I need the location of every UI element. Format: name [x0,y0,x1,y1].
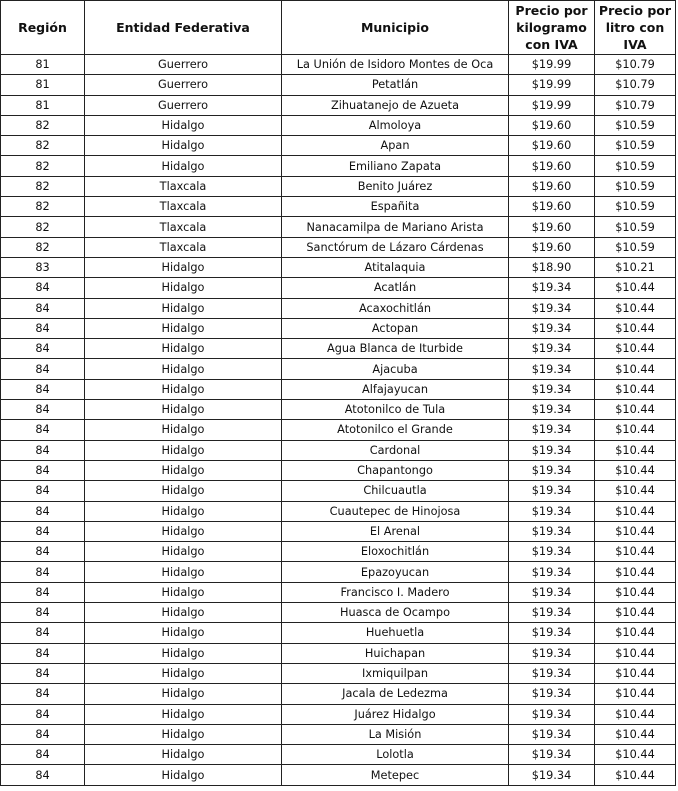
cell-entidad: Hidalgo [85,278,282,298]
cell-municipio: Emiliano Zapata [282,156,509,176]
cell-precio-litro: $10.44 [595,724,676,744]
cell-precio-kg: $19.34 [509,765,595,785]
cell-precio-litro: $10.44 [595,359,676,379]
cell-precio-kg: $19.34 [509,684,595,704]
cell-precio-litro: $10.44 [595,501,676,521]
cell-municipio: Apan [282,136,509,156]
table-row [1,704,676,724]
cell-region: 82 [1,237,85,257]
cell-precio-kg: $19.34 [509,623,595,643]
column-header-region: Región [1,1,85,55]
cell-precio-litro: $10.44 [595,582,676,602]
cell-precio-litro: $10.59 [595,136,676,156]
table-row [1,359,676,379]
cell-region: 82 [1,217,85,237]
cell-precio-litro: $10.59 [595,115,676,135]
cell-municipio: Cardonal [282,440,509,460]
cell-region: 84 [1,318,85,338]
cell-entidad: Hidalgo [85,623,282,643]
cell-municipio: Acatlán [282,278,509,298]
cell-precio-litro: $10.44 [595,379,676,399]
cell-precio-litro: $10.59 [595,197,676,217]
cell-region: 84 [1,582,85,602]
table-row [1,318,676,338]
cell-municipio: La Misión [282,724,509,744]
cell-municipio: El Arenal [282,521,509,541]
table-row [1,521,676,541]
cell-precio-kg: $19.34 [509,643,595,663]
cell-region: 83 [1,257,85,277]
cell-region: 84 [1,765,85,785]
table-row [1,542,676,562]
cell-region: 84 [1,400,85,420]
cell-entidad: Hidalgo [85,582,282,602]
cell-precio-kg: $19.99 [509,55,595,75]
cell-entidad: Hidalgo [85,339,282,359]
table-row [1,379,676,399]
cell-municipio: La Unión de Isidoro Montes de Oca [282,55,509,75]
cell-precio-litro: $10.59 [595,217,676,237]
cell-precio-kg: $19.34 [509,460,595,480]
table-row [1,420,676,440]
cell-region: 84 [1,704,85,724]
cell-entidad: Hidalgo [85,318,282,338]
cell-region: 84 [1,460,85,480]
cell-entidad: Hidalgo [85,460,282,480]
cell-precio-kg: $19.34 [509,298,595,318]
table-row [1,197,676,217]
cell-municipio: Lolotla [282,745,509,765]
cell-entidad: Hidalgo [85,765,282,785]
cell-municipio: Actopan [282,318,509,338]
cell-region: 84 [1,440,85,460]
cell-region: 81 [1,95,85,115]
cell-region: 84 [1,663,85,683]
cell-region: 84 [1,643,85,663]
cell-municipio: Huehuetla [282,623,509,643]
cell-municipio: Atitalaquia [282,257,509,277]
table-row [1,257,676,277]
cell-entidad: Guerrero [85,75,282,95]
cell-precio-litro: $10.59 [595,156,676,176]
cell-municipio: Sanctórum de Lázaro Cárdenas [282,237,509,257]
cell-precio-kg: $19.34 [509,481,595,501]
cell-precio-kg: $19.34 [509,603,595,623]
cell-municipio: Epazoyucan [282,562,509,582]
cell-entidad: Hidalgo [85,400,282,420]
cell-entidad: Tlaxcala [85,217,282,237]
cell-municipio: Benito Juárez [282,176,509,196]
cell-region: 84 [1,562,85,582]
cell-precio-kg: $19.34 [509,501,595,521]
cell-entidad: Hidalgo [85,298,282,318]
cell-precio-litro: $10.44 [595,704,676,724]
cell-municipio: Huichapan [282,643,509,663]
table-row [1,298,676,318]
table-row [1,156,676,176]
cell-region: 84 [1,339,85,359]
cell-municipio: Eloxochitlán [282,542,509,562]
cell-entidad: Hidalgo [85,420,282,440]
cell-region: 84 [1,298,85,318]
cell-precio-litro: $10.79 [595,75,676,95]
cell-precio-litro: $10.44 [595,481,676,501]
cell-precio-litro: $10.44 [595,400,676,420]
cell-precio-kg: $19.34 [509,339,595,359]
table-row [1,339,676,359]
table-row [1,562,676,582]
cell-municipio: Agua Blanca de Iturbide [282,339,509,359]
table-row [1,400,676,420]
table-row [1,724,676,744]
cell-municipio: Zihuatanejo de Azueta [282,95,509,115]
table-row [1,582,676,602]
cell-precio-kg: $19.34 [509,318,595,338]
table-row [1,115,676,135]
cell-municipio: Metepec [282,765,509,785]
cell-region: 84 [1,481,85,501]
header-row [1,1,676,55]
table-row [1,55,676,75]
table-row [1,217,676,237]
column-header-municipio: Municipio [282,1,509,55]
table-row [1,460,676,480]
table-row [1,481,676,501]
cell-precio-litro: $10.44 [595,623,676,643]
cell-municipio: Petatlán [282,75,509,95]
cell-region: 84 [1,278,85,298]
cell-precio-litro: $10.44 [595,521,676,541]
cell-region: 84 [1,724,85,744]
cell-precio-kg: $19.34 [509,562,595,582]
cell-municipio: Atotonilco de Tula [282,400,509,420]
cell-municipio: Jacala de Ledezma [282,684,509,704]
cell-precio-litro: $10.59 [595,237,676,257]
cell-precio-litro: $10.79 [595,55,676,75]
cell-region: 82 [1,136,85,156]
cell-precio-kg: $19.34 [509,704,595,724]
cell-region: 84 [1,603,85,623]
cell-municipio: Almoloya [282,115,509,135]
table-row [1,643,676,663]
cell-entidad: Tlaxcala [85,197,282,217]
cell-precio-litro: $10.44 [595,603,676,623]
cell-municipio: Chilcuautla [282,481,509,501]
cell-precio-litro: $10.44 [595,339,676,359]
cell-precio-litro: $10.44 [595,643,676,663]
cell-precio-kg: $19.60 [509,197,595,217]
cell-precio-kg: $19.34 [509,278,595,298]
cell-precio-kg: $19.60 [509,176,595,196]
column-header-precio-litro: Precio por litro con IVA [595,1,676,55]
cell-precio-kg: $19.34 [509,582,595,602]
cell-entidad: Hidalgo [85,684,282,704]
cell-precio-kg: $19.60 [509,136,595,156]
cell-precio-kg: $19.99 [509,95,595,115]
cell-region: 81 [1,75,85,95]
cell-entidad: Hidalgo [85,542,282,562]
cell-municipio: Cuautepec de Hinojosa [282,501,509,521]
cell-region: 84 [1,501,85,521]
cell-municipio: Atotonilco el Grande [282,420,509,440]
cell-region: 84 [1,684,85,704]
cell-precio-litro: $10.44 [595,745,676,765]
cell-precio-litro: $10.44 [595,765,676,785]
cell-precio-litro: $10.44 [595,420,676,440]
cell-precio-kg: $19.34 [509,420,595,440]
cell-entidad: Hidalgo [85,603,282,623]
cell-entidad: Hidalgo [85,745,282,765]
table-row [1,136,676,156]
cell-precio-litro: $10.44 [595,460,676,480]
cell-entidad: Hidalgo [85,136,282,156]
cell-entidad: Hidalgo [85,562,282,582]
cell-precio-kg: $19.60 [509,217,595,237]
cell-municipio: Juárez Hidalgo [282,704,509,724]
table-row [1,745,676,765]
cell-precio-kg: $19.99 [509,75,595,95]
cell-precio-litro: $10.44 [595,562,676,582]
cell-precio-kg: $19.34 [509,400,595,420]
cell-municipio: Chapantongo [282,460,509,480]
cell-municipio: Alfajayucan [282,379,509,399]
table-row [1,684,676,704]
cell-entidad: Hidalgo [85,481,282,501]
table-row [1,501,676,521]
cell-precio-kg: $19.34 [509,663,595,683]
table-body [1,55,676,786]
cell-entidad: Tlaxcala [85,237,282,257]
table-row [1,603,676,623]
cell-entidad: Guerrero [85,55,282,75]
cell-region: 84 [1,521,85,541]
cell-entidad: Hidalgo [85,359,282,379]
cell-entidad: Hidalgo [85,115,282,135]
table-row [1,95,676,115]
cell-precio-kg: $19.34 [509,521,595,541]
cell-region: 84 [1,379,85,399]
cell-region: 84 [1,623,85,643]
cell-precio-kg: $18.90 [509,257,595,277]
cell-precio-kg: $19.60 [509,156,595,176]
cell-precio-kg: $19.34 [509,724,595,744]
cell-precio-litro: $10.44 [595,542,676,562]
cell-precio-kg: $19.34 [509,359,595,379]
cell-municipio: Ajacuba [282,359,509,379]
cell-precio-kg: $19.34 [509,440,595,460]
table-row [1,75,676,95]
cell-region: 84 [1,359,85,379]
cell-municipio: Españita [282,197,509,217]
table-row [1,623,676,643]
cell-municipio: Ixmiquilpan [282,663,509,683]
cell-entidad: Hidalgo [85,663,282,683]
cell-precio-litro: $10.79 [595,95,676,115]
cell-precio-litro: $10.44 [595,278,676,298]
cell-entidad: Hidalgo [85,501,282,521]
cell-region: 81 [1,55,85,75]
cell-entidad: Hidalgo [85,257,282,277]
column-header-entidad: Entidad Federativa [85,1,282,55]
cell-entidad: Hidalgo [85,440,282,460]
table-row [1,176,676,196]
cell-municipio: Huasca de Ocampo [282,603,509,623]
table-row [1,278,676,298]
cell-entidad: Hidalgo [85,379,282,399]
cell-municipio: Nanacamilpa de Mariano Arista [282,217,509,237]
cell-region: 84 [1,745,85,765]
cell-region: 84 [1,542,85,562]
cell-entidad: Guerrero [85,95,282,115]
table-row [1,663,676,683]
cell-entidad: Hidalgo [85,724,282,744]
table-row [1,440,676,460]
table-row [1,765,676,785]
cell-precio-litro: $10.44 [595,663,676,683]
cell-precio-litro: $10.44 [595,684,676,704]
cell-municipio: Acaxochitlán [282,298,509,318]
cell-entidad: Hidalgo [85,521,282,541]
cell-precio-kg: $19.34 [509,542,595,562]
cell-precio-litro: $10.44 [595,318,676,338]
cell-precio-litro: $10.59 [595,176,676,196]
cell-precio-kg: $19.60 [509,115,595,135]
cell-region: 82 [1,115,85,135]
cell-precio-kg: $19.34 [509,745,595,765]
cell-entidad: Tlaxcala [85,176,282,196]
cell-region: 82 [1,156,85,176]
cell-region: 82 [1,197,85,217]
cell-region: 84 [1,420,85,440]
cell-entidad: Hidalgo [85,156,282,176]
cell-precio-kg: $19.60 [509,237,595,257]
cell-region: 82 [1,176,85,196]
table-row [1,237,676,257]
cell-entidad: Hidalgo [85,643,282,663]
column-header-precio-kg: Precio por kilogramo con IVA [509,1,595,55]
cell-precio-litro: $10.21 [595,257,676,277]
cell-entidad: Hidalgo [85,704,282,724]
cell-municipio: Francisco I. Madero [282,582,509,602]
cell-precio-kg: $19.34 [509,379,595,399]
cell-precio-litro: $10.44 [595,440,676,460]
cell-precio-litro: $10.44 [595,298,676,318]
